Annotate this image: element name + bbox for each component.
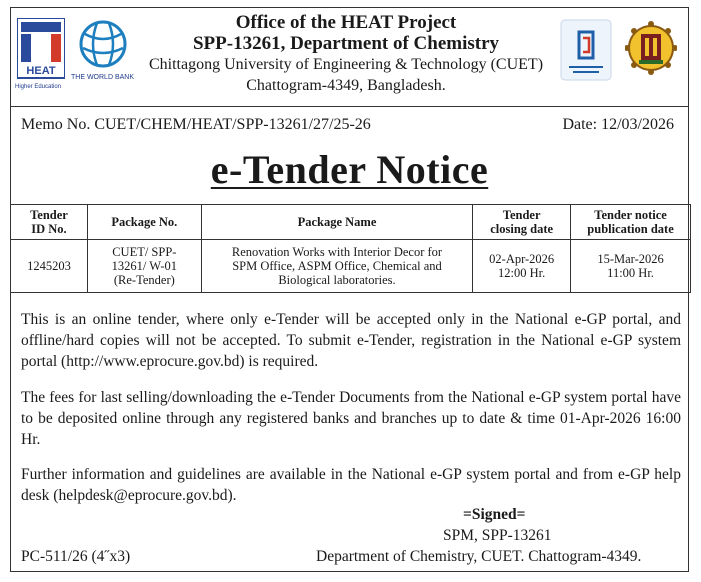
cell-package-no: CUET/ SPP- 13261/ W-01 (Re-Tender) [87, 240, 201, 293]
col-closing-date: Tender closing date [473, 205, 571, 240]
world-bank-caption: THE WORLD BANK [71, 74, 135, 81]
signatory-department: Department of Chemistry, CUET. Chattogram-4349. [316, 548, 642, 565]
cell-package-name: Renovation Works with Interior Decor for SPM Office, ASPM Office, Chemical and Biological laboratories. [201, 240, 472, 293]
ugc-logo [559, 18, 613, 88]
col-package-no: Package No. [87, 205, 201, 240]
address: Chattogram-4349, Bangladesh. [246, 77, 446, 94]
memo-number: Memo No. CUET/CHEM/HEAT/SPP-13261/27/25-26 [21, 116, 371, 133]
cuet-logo [625, 20, 677, 82]
notice-title: e-Tender Notice [210, 147, 489, 192]
tender-table-header [11, 205, 691, 240]
header [11, 8, 688, 107]
notice-title-wrap [11, 146, 688, 193]
memo-date: Date: 12/03/2026 [562, 116, 674, 133]
cell-closing-date: 02-Apr-2026 12:00 Hr. [473, 240, 571, 293]
header-text [136, 12, 556, 96]
cell-tender-id: 1245203 [11, 240, 88, 293]
world-bank-logo [71, 18, 135, 88]
signatory-title: SPM, SPP-13261 [443, 527, 552, 544]
paragraph-online-tender: This is an online tender, where only e-Tender will be accepted only in the National e-GP portal, and offline/hard copies will not be accepted. To submit e-Tender, registration in the National e-GP system portal (http://www.eprocure.gov.bd) is required. [21, 311, 681, 370]
col-tender-id: Tender ID No. [11, 205, 88, 240]
paragraph-fees: The fees for last selling/downloading the e-Tender Documents from the National e-GP system portal have to be deposited online through any registered banks and branches up to date & time 01-Apr-2026 16:00 Hr. [21, 389, 681, 448]
university-name: Chittagong University of Engineering & Technology (CUET) [148, 56, 544, 73]
office-title: Office of the HEAT Project [235, 12, 457, 33]
paragraph-further-info: Further information and guidelines are available in the National e-GP system portal and from e-GP help desk (helpdesk@eprocure.gov.bd). [21, 466, 681, 504]
department-title: SPP-13261, Department of Chemistry [192, 33, 500, 54]
heat-logo-text: HEAT [26, 65, 56, 77]
col-package-name: Package Name [201, 205, 472, 240]
cell-publication-date: 15-Mar-2026 11:00 Hr. [571, 240, 691, 293]
col-publication-date: Tender notice publication date [571, 205, 691, 240]
heat-tagline: Higher Education [15, 84, 62, 90]
signed-mark: =Signed= [463, 506, 526, 523]
heat-logo [15, 18, 65, 90]
tender-table [10, 204, 691, 293]
notice-frame [10, 7, 689, 572]
pc-reference: PC-511/26 (4˝x3) [21, 548, 131, 565]
table-row [11, 240, 691, 293]
